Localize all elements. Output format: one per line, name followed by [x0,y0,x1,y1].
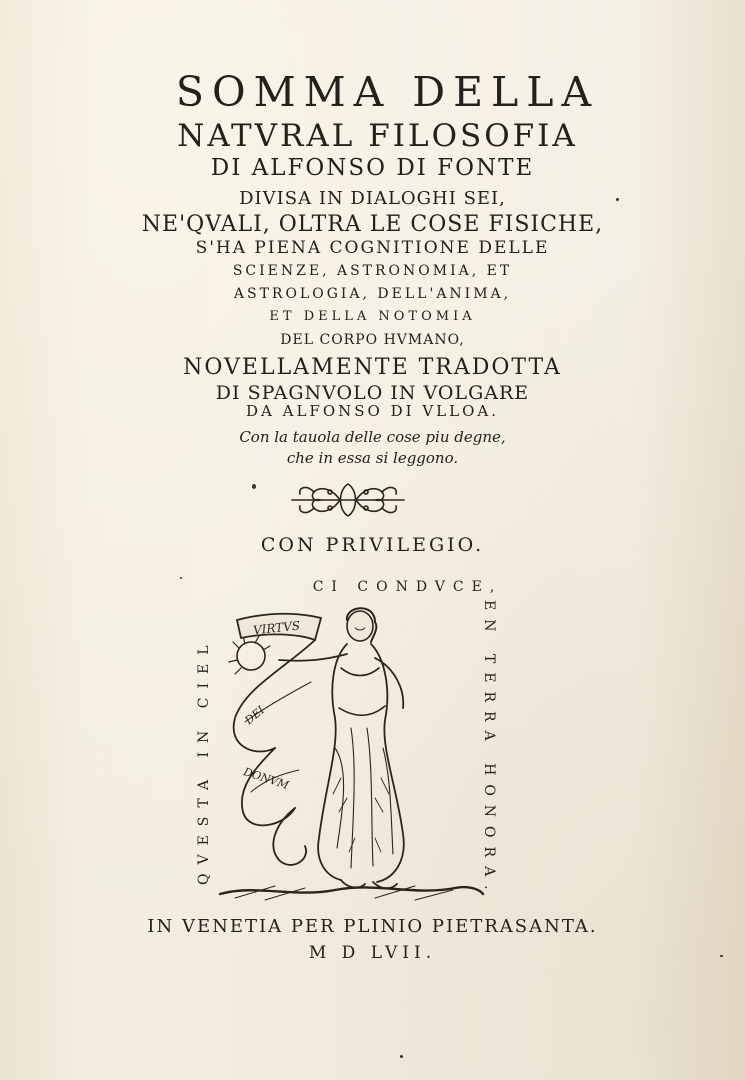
table-note-line-2: che in essa si leggono. [286,449,459,467]
imprint-line: IN VENETIA PER PLINIO PIETRASANTA. [147,916,598,937]
book-subtitle: NATVRAL FILOSOFIA [177,118,578,154]
paper-speck [616,198,619,201]
privilege-line: CON PRIVILEGIO. [260,534,485,556]
banner-text-middle: DEI [242,703,268,728]
device-motto-right: EN TERRA HONORA. [481,600,497,899]
imprint-date: M D LVII. [308,943,437,963]
division-line: DIVISA IN DIALOGHI SEI, [239,188,506,209]
description-line-1: NE'QVALI, OLTRA LE COSE FISICHE, [141,212,604,237]
device-motto-top: CI CONDVCE, [312,579,503,595]
translation-line-2: DI SPAGNVOLO IN VOLGARE [215,382,530,404]
book-title: SOMMA DELLA [175,68,600,116]
printers-device-woodcut [215,598,485,904]
translation-line-1: NOVELLAMENTE TRADOTTA [183,355,562,380]
banner-text-lower: DONVM [241,765,291,793]
device-motto-left: QVESTA IN CIEL [196,636,212,885]
description-line-2: S'HA PIENA COGNITIONE DELLE [195,238,550,258]
description-line-3: SCIENZE, ASTRONOMIA, ET [232,263,513,279]
banner-text-upper: VIRTVS [252,618,301,638]
description-line-5: ET DELLA NOTOMIA [269,309,476,324]
paper-speck [180,577,182,579]
author-line: DI ALFONSO DI FONTE [210,155,535,181]
fleuron-ornament-icon [288,478,408,522]
paper-speck [720,955,723,957]
description-line-6: DEL CORPO HVMANO, [280,332,465,348]
translator-line: DA ALFONSO DI VLLOA. [246,402,499,420]
description-line-4: ASTROLOGIA, DELL'ANIMA, [233,286,512,302]
paper-speck [400,1055,403,1058]
table-note-line-1: Con la tauola delle cose piu degne, [239,428,506,446]
paper-speck [252,484,256,489]
